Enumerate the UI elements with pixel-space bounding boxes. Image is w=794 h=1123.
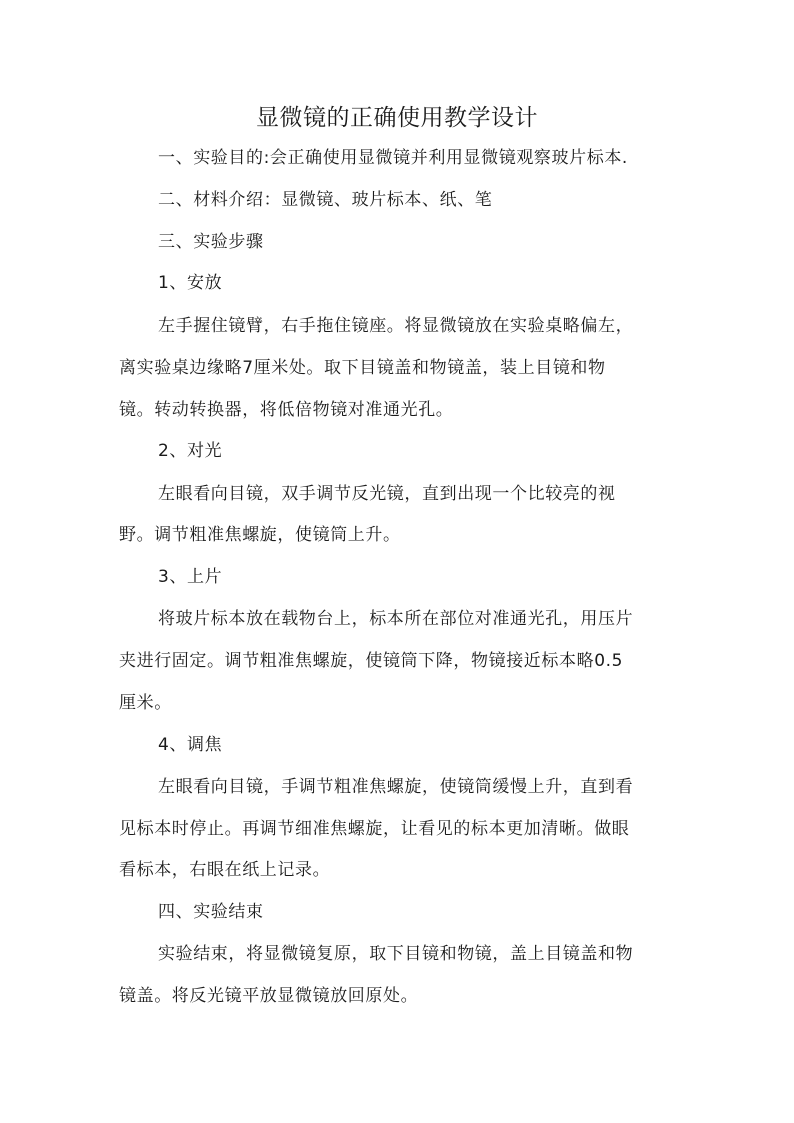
document-title: 显微镜的正确使用教学设计 [256,105,538,131]
step-text-line: 将玻片标本放在载物台上，标本所在部位对准通光孔，用压片 [158,609,634,629]
step-text-line: 夹进行固定。调节粗准焦螺旋，使镜筒下降，物镜接近标本略0.5 [119,651,624,671]
step-text-line: 离实验桌边缘略7厘米处。取下目镜盖和物镜盖，装上目镜和物 [119,358,606,378]
section-heading-materials: 二、材料介绍：显微镜、玻片标本、纸、笔 [158,190,493,210]
step-text-line: 左手握住镜臂，右手拖住镜座。将显微镜放在实验桌略偏左， [158,316,634,336]
section-heading-purpose: 一、实验目的:会正确使用显微镜并利用显微镜观察玻片标本. [158,148,628,168]
end-text-line: 实验结束，将显微镜复原，取下目镜和物镜，盖上目镜盖和物 [158,944,634,964]
step-text-line: 看标本，右眼在纸上记录。 [119,860,331,880]
step-text-line: 野。调节粗准焦螺旋，使镜筒上升。 [119,525,401,545]
step-heading-placement: 1、安放 [158,273,223,293]
step-text-line: 镜。转动转换器，将低倍物镜对准通光孔。 [119,400,454,420]
section-heading-steps: 三、实验步骤 [158,232,264,252]
step-text-line: 左眼看向目镜，双手调节反光镜，直到出现一个比较亮的视 [158,484,616,504]
step-text-line: 左眼看向目镜，手调节粗准焦螺旋，使镜筒缓慢上升，直到看 [158,777,634,797]
section-heading-end: 四、实验结束 [158,902,264,922]
step-heading-light: 2、对光 [158,441,223,461]
step-heading-focus: 4、调焦 [158,735,223,755]
step-text-line: 见标本时停止。再调节细准焦螺旋，让看见的标本更加清晰。做眼 [119,819,630,839]
end-text-line: 镜盖。将反光镜平放显微镜放回原处。 [119,986,419,1006]
step-heading-slide: 3、上片 [158,567,223,587]
step-text-line: 厘米。 [119,693,172,713]
